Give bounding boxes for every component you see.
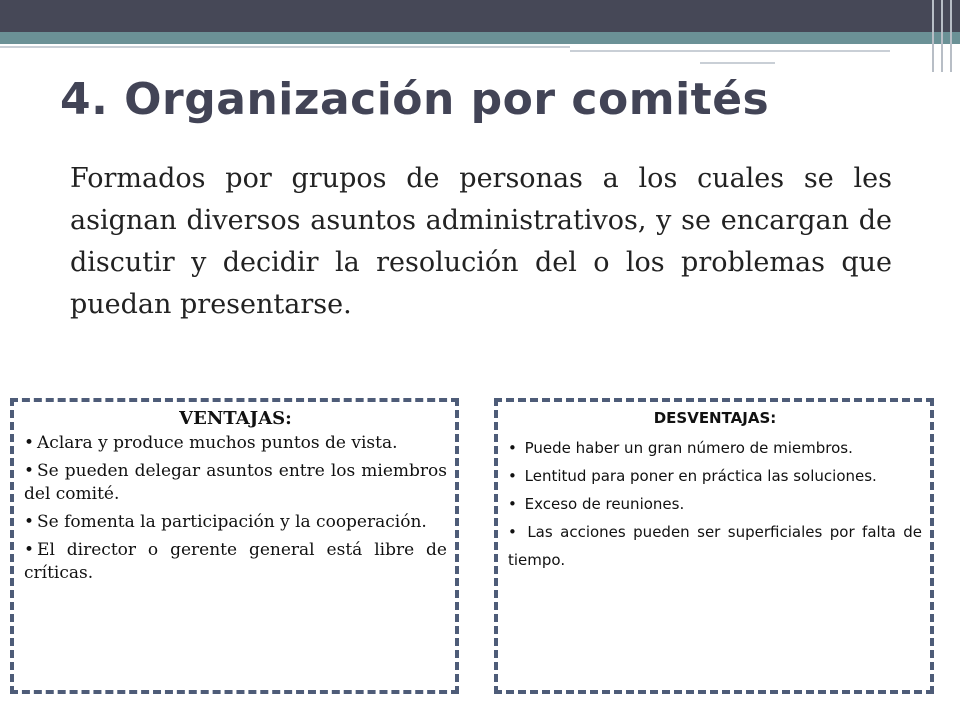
list-item: • Se pueden delegar asuntos entre los miembros del comité. (24, 461, 447, 504)
list-item: • Puede haber un gran número de miembros. (508, 439, 853, 457)
advantages-heading: VENTAJAS: (179, 408, 292, 429)
disadvantages-heading: DESVENTAJAS: (653, 409, 777, 427)
advantages-box (10, 398, 459, 694)
decor-line (0, 46, 570, 48)
decor-rail (950, 0, 952, 72)
list-item: • Exceso de reuniones. (508, 495, 685, 513)
accent-band (0, 32, 960, 44)
list-item: • Se fomenta la participación y la cooperación. (24, 512, 427, 532)
list-item: • El director o gerente general está libre de críticas. (24, 540, 447, 583)
disadvantages-box (494, 398, 934, 694)
list-item: • Lentitud para poner en práctica las soluciones. (508, 467, 877, 485)
header-bar (0, 0, 960, 32)
slide-body: Formados por grupos de personas a los cuales se les asignan diversos asuntos administrativos, y se encargan de discutir y decidir la resolución del o los problemas que puedan presentarse. (70, 163, 892, 320)
decor-line (570, 50, 890, 52)
decor-rail (932, 0, 934, 72)
advantages-list (24, 432, 447, 585)
disadvantages-list (508, 434, 922, 574)
list-item: • Aclara y produce muchos puntos de vista. (24, 433, 398, 453)
decor-line (700, 62, 775, 64)
slide-title: 4. Organización por comités (60, 74, 770, 125)
decor-rail (941, 0, 943, 72)
list-item: • Las acciones pueden ser superficiales por falta de tiempo. (508, 523, 922, 569)
